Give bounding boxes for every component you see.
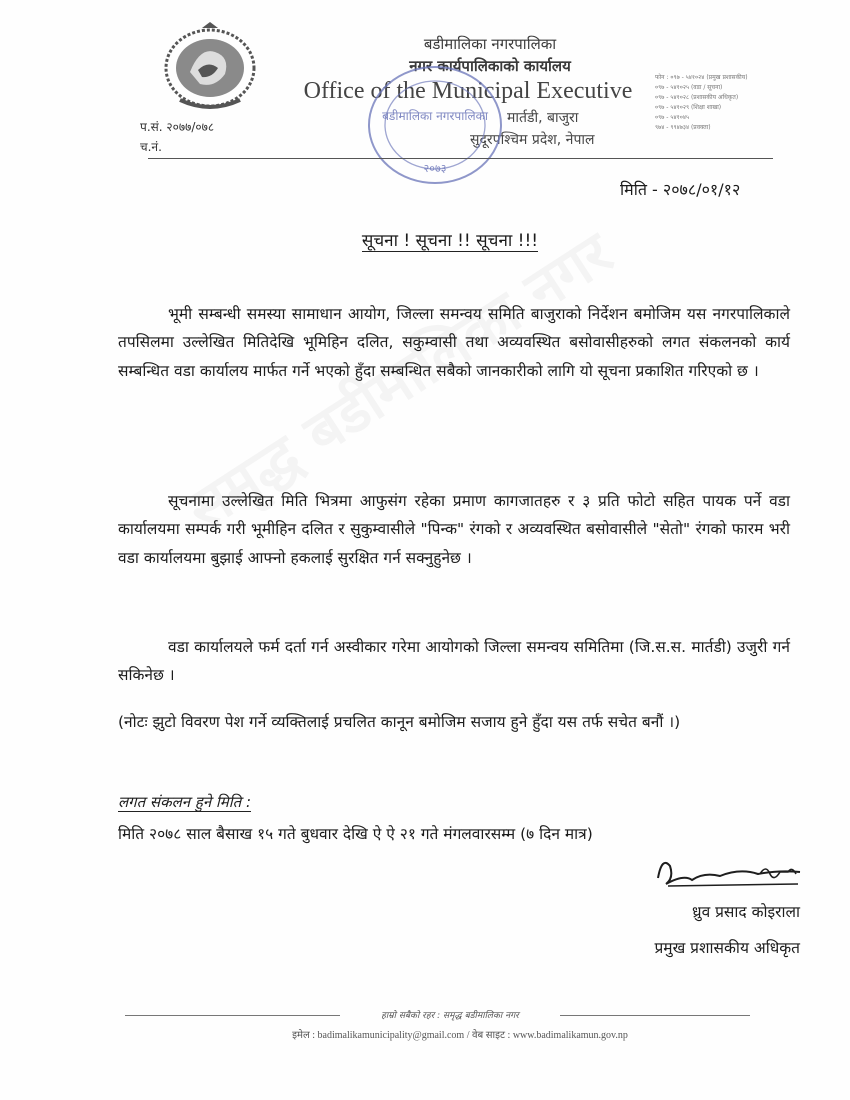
contact-line: ०९७ - ५४१०२९ (शिक्षा शाखा) bbox=[655, 104, 722, 111]
contact-numbers bbox=[655, 73, 765, 133]
contact-line: ०९७ - ५४१०४५ bbox=[655, 114, 690, 121]
office-name-english: Office of the Municipal Executive bbox=[303, 78, 633, 104]
fiscal-year-ref: प.सं. २०७७/०७८ bbox=[140, 120, 215, 134]
notice-note: (नोटः झुटो विवरण पेश गर्ने व्यक्तिलाई प्रचलित कानून बमोजिम सजाय हुने हुँदा यस तर्फ सचेत बनौं ।) bbox=[118, 713, 681, 731]
office-stamp bbox=[360, 60, 510, 190]
contact-line: ०९७ - ५४१०२८ (प्रशासकीय अधिकृत) bbox=[655, 94, 739, 101]
office-province: सुदूरपश्चिम प्रदेश, नेपाल bbox=[470, 132, 595, 148]
notice-date: मिति - २०७८/०१/१२ bbox=[620, 180, 741, 199]
contact-line: फोन : ०९७ - ५४१०२४ (प्रमुख प्रशासकीय) bbox=[655, 74, 748, 81]
notice-paragraph-3: वडा कार्यालयले फर्म दर्ता गर्न अस्वीकार गरेमा आयोगको जिल्ला समन्वय समितिमा (जि.स.स. मार्तडी) उजुरी गर्न सकिनेछ । bbox=[118, 638, 790, 685]
signature-scribble bbox=[640, 848, 820, 903]
contact-line: ०९७ - ५४१०२५ (वडा / सूचना) bbox=[655, 84, 723, 91]
stamp-text: बडीमालिका नगरपालिका bbox=[382, 109, 488, 123]
notice-paragraph-2: सूचनामा उल्लेखित मिति भित्रमा आफुसंग रहेका प्रमाण कागजातहरु र ३ प्रति फोटो सहित पायक पर्ने वडा कार्यालयमा सम्पर्क गरी भूमीहिन दलित र सुकुम्वासीले "पिन्क" रंगको र अव्यवस्थित बसोवासीले "सेतो" रंगको फारम भरी वडा कार्यालयमा बुझाई आफ्नो हकलाई सुरक्षित गर्न सक्नुहुनेछ । bbox=[118, 492, 790, 567]
header-divider bbox=[148, 158, 773, 159]
nepal-emblem-icon bbox=[160, 22, 260, 112]
collection-label-text: लगत संकलन हुने मिति : bbox=[118, 793, 252, 811]
municipality-name: बडीमालिका नगरपालिका bbox=[423, 35, 557, 53]
footer-motto: हाम्रो सबैको रहर : समृद्ध बडीमालिका नगर bbox=[340, 1008, 560, 1021]
collection-period: मिति २०७८ साल बैसाख १५ गते बुधवार देखि ऐ ऐ २१ गते मंगलवारसम्म (७ दिन मात्र) bbox=[118, 825, 593, 843]
collection-label bbox=[118, 792, 251, 812]
footer-contact: इमेल : badimalikamunicipality@gmail.com / वेब साइट : www.badimalikamun.gov.np bbox=[292, 1030, 628, 1041]
signatory-designation: प्रमुख प्रशासकीय अधिकृत bbox=[654, 939, 800, 957]
notice-paragraph-1: भूमी सम्बन्धी समस्या सामाधान आयोग, जिल्ला समन्वय समिति बाजुराको निर्देशन बमोजिम यस नगरपालिकाले तपसिलमा उल्लेखित मितिदेखि भूमिहिन दलित, सकुम्वासी तथा अव्यवस्थित बसोवासीहरुको लगत संकलनको कार्य सम्बन्धित वडा कार्यालय मार्फत गर्ने भएको हुँदा सम्बन्धित सबैको जानकारीको लागि यो सूचना प्रकाशित गरिएको छ । bbox=[118, 305, 790, 380]
office-name-nepali: नगर कार्यपालिकाको कार्यालय bbox=[409, 57, 571, 75]
footer-rule-left bbox=[125, 1015, 340, 1016]
notice-title-text: सूचना ! सूचना !! सूचना !!! bbox=[361, 231, 539, 251]
signatory-name: ध्रुव प्रसाद कोइराला bbox=[692, 903, 800, 921]
footer-rule-right bbox=[560, 1015, 750, 1016]
reference-number: च.नं. bbox=[140, 140, 162, 154]
office-location: मार्तडी, बाजुरा bbox=[507, 110, 579, 126]
stamp-year: २०७३ bbox=[423, 162, 447, 175]
contact-line: ९७४ - ९९४७३४ (प्रवक्ता) bbox=[655, 124, 711, 131]
